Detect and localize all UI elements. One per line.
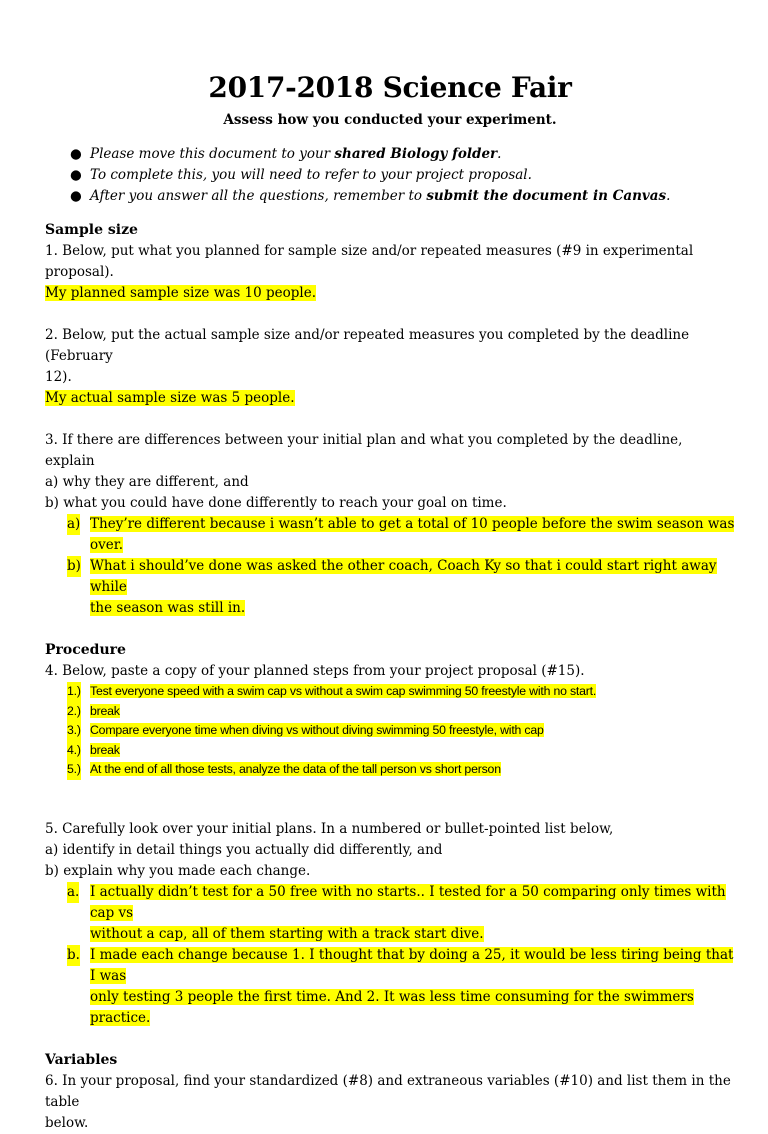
section-heading-variables: Variables	[45, 1051, 118, 1068]
answer-1	[45, 283, 735, 304]
question-3-part-b: b) what you could have done differently to reach your goal on time.	[45, 495, 507, 511]
list-item	[45, 514, 735, 556]
question-2: 2. Below, put the actual sample size and/or repeated measures you completed by the deadline (February	[45, 327, 690, 364]
bullet-icon: ●	[70, 188, 82, 204]
document-subtitle: Assess how you conducted your experiment.	[223, 112, 557, 128]
list-marker: b.	[67, 945, 80, 966]
list-item-text: only testing 3 people the first time. And 2. It was less time consuming for the swimmers practice.	[90, 988, 694, 1026]
step-marker: 2.)	[67, 702, 81, 722]
step-text: Compare everyone time when diving vs without diving swimming 50 freestyle, with cap	[90, 723, 544, 737]
answer-5-list	[45, 882, 735, 1029]
answer-2	[45, 388, 735, 409]
question-5-part-a: a) identify in detail things you actually did differently, and	[45, 841, 443, 858]
question-2-cont: 12).	[45, 369, 72, 385]
list-item-text: I actually didn’t test for a 50 free with no starts.. I tested for a 50 comparing only times with cap vs	[90, 883, 726, 921]
bullet-icon: ●	[70, 146, 82, 162]
list-item-text: the season was still in.	[90, 600, 246, 616]
list-marker: a)	[67, 514, 80, 535]
list-item	[45, 945, 735, 1029]
question-1: 1. Below, put what you planned for sample size and/or repeated measures (#9 in experimental proposal).	[45, 243, 694, 280]
list-item-text: I made each change because 1. I thought that by doing a 25, it would be less tiring being that I was	[90, 946, 734, 984]
step-text: At the end of all those tests, analyze the data of the tall person vs short person	[90, 762, 501, 776]
list-item-text: They’re different because i wasn’t able to get a total of 10 people before the swim season was over.	[90, 516, 735, 553]
step-marker: 1.)	[67, 682, 81, 702]
answer-2-text: My actual sample size was 5 people.	[45, 390, 295, 406]
instruction-bold: shared Biology folder	[334, 146, 498, 162]
instruction-item	[45, 144, 735, 165]
instruction-list	[45, 144, 735, 207]
answer-1-text: My planned sample size was 10 people.	[45, 285, 317, 301]
question-6: 6. In your proposal, find your standardized (#8) and extraneous variables (#10) and list them in the table	[45, 1072, 731, 1110]
answer-3-list	[45, 514, 735, 619]
question-6-cont: below.	[45, 1114, 89, 1131]
question-5-part-b: b) explain why you made each change.	[45, 862, 311, 879]
instruction-item	[45, 186, 735, 207]
instruction-text: .	[666, 188, 671, 204]
instruction-item	[45, 165, 735, 186]
list-item	[45, 556, 735, 619]
instruction-text: .	[497, 146, 502, 162]
question-5: 5. Carefully look over your initial plans. In a numbered or bullet-pointed list below,	[45, 820, 614, 837]
step-text: break	[90, 703, 120, 718]
step-marker: 3.)	[67, 721, 81, 741]
step-item	[45, 682, 735, 702]
instruction-text: After you answer all the questions, remember to	[90, 188, 427, 204]
document-title: 2017-2018 Science Fair	[208, 71, 572, 104]
question-3: 3. If there are differences between your initial plan and what you completed by the deadline, explain	[45, 432, 683, 469]
list-marker: b)	[67, 556, 81, 577]
step-marker: 5.)	[67, 760, 81, 780]
list-item	[45, 882, 735, 945]
document-page	[45, 68, 735, 1134]
list-marker: a.	[67, 882, 79, 903]
step-item	[45, 741, 735, 761]
instruction-text: Please move this document to your	[90, 146, 335, 162]
list-item-text: What i should’ve done was asked the other coach, Coach Ky so that i could start right away while	[90, 558, 717, 595]
step-text: Test everyone speed with a swim cap vs without a swim cap swimming 50 freestyle with no start.	[90, 684, 597, 698]
steps-list	[45, 682, 735, 780]
instruction-text: To complete this, you will need to refer to your project proposal.	[90, 167, 532, 183]
step-item	[45, 760, 735, 780]
step-text: break	[90, 742, 120, 757]
question-3-part-a: a) why they are different, and	[45, 474, 249, 490]
question-4: 4. Below, paste a copy of your planned steps from your project proposal (#15).	[45, 663, 585, 679]
step-marker: 4.)	[67, 741, 81, 761]
bullet-icon: ●	[70, 167, 82, 183]
step-item	[45, 702, 735, 722]
step-item	[45, 721, 735, 741]
instruction-bold: submit the document in Canvas	[426, 188, 667, 204]
section-heading-sample-size: Sample size	[45, 222, 138, 238]
section-heading-procedure: Procedure	[45, 642, 126, 658]
list-item-text: without a cap, all of them starting with a track start dive.	[90, 925, 484, 942]
